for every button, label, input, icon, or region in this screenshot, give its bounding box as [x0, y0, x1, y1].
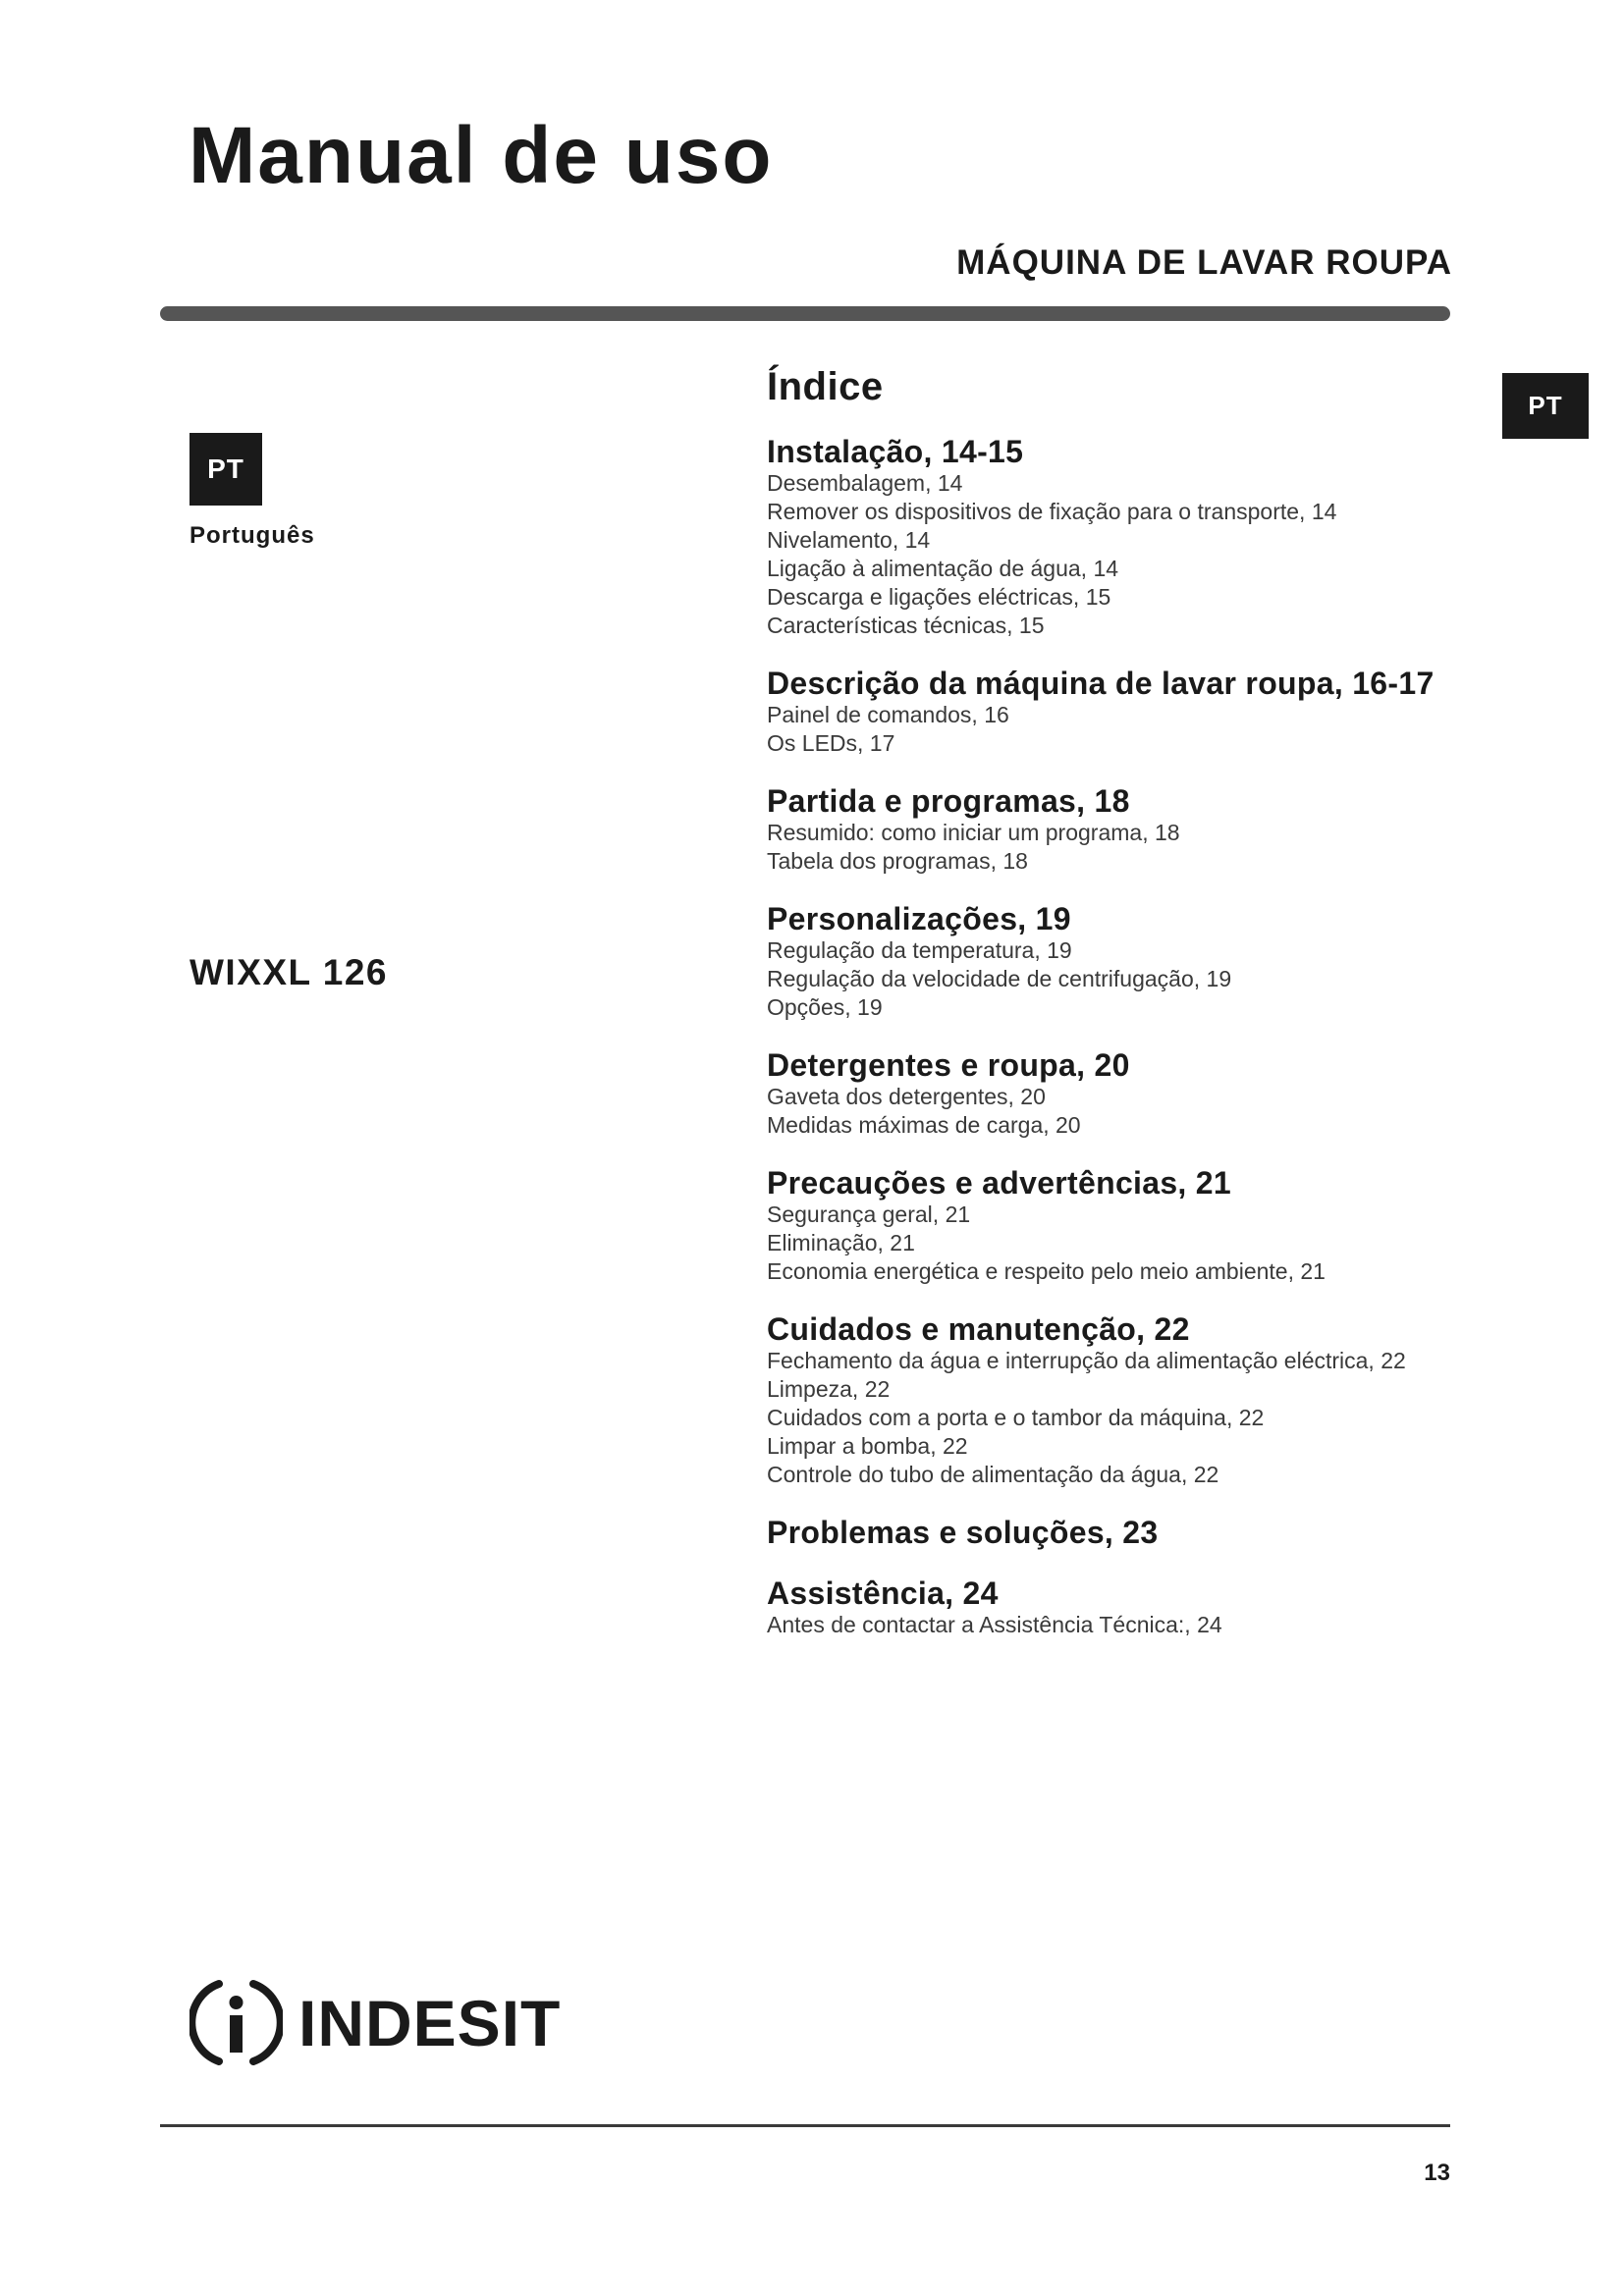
toc-section-heading: Cuidados e manutenção, 22 — [767, 1311, 1190, 1347]
toc-entry: Economia energética e respeito pelo meio ambiente, 21 — [767, 1258, 1326, 1284]
indesit-i-icon — [189, 1976, 283, 2069]
toc-sections — [767, 434, 1474, 1639]
toc-entry: Antes de contactar a Assistência Técnica:, 24 — [767, 1612, 1222, 1637]
brand-logo — [189, 1976, 561, 2069]
toc-entry: Ligação à alimentação de água, 14 — [767, 556, 1119, 581]
toc-title: Índice — [767, 365, 884, 408]
toc-entry: Características técnicas, 15 — [767, 613, 1045, 638]
toc-section — [767, 783, 1474, 876]
language-name: Português — [189, 522, 315, 549]
toc-section — [767, 1311, 1474, 1489]
toc-entry: Nivelamento, 14 — [767, 527, 931, 553]
toc-section-heading: Descrição da máquina de lavar roupa, 16-17 — [767, 666, 1435, 701]
toc-entry: Desembalagem, 14 — [767, 470, 963, 496]
toc-entry: Remover os dispositivos de fixação para o transporte, 14 — [767, 499, 1337, 524]
table-of-contents — [767, 365, 1474, 1665]
toc-section — [767, 1165, 1474, 1286]
toc-section-heading: Personalizações, 19 — [767, 901, 1071, 936]
toc-section-heading: Partida e programas, 18 — [767, 783, 1130, 819]
toc-entry: Descarga e ligações eléctricas, 15 — [767, 584, 1111, 610]
toc-section — [767, 1515, 1474, 1550]
toc-entry: Regulação da velocidade de centrifugação, 19 — [767, 966, 1232, 991]
toc-entry: Resumido: como iniciar um programa, 18 — [767, 820, 1180, 845]
toc-section-heading: Instalação, 14-15 — [767, 434, 1024, 469]
brand-name: INDESIT — [298, 1986, 562, 2059]
toc-entry: Tabela dos programas, 18 — [767, 848, 1028, 874]
toc-section — [767, 434, 1474, 640]
header-divider-bar — [160, 306, 1450, 321]
toc-entry: Opções, 19 — [767, 994, 883, 1020]
toc-section-heading: Precauções e advertências, 21 — [767, 1165, 1231, 1201]
toc-section — [767, 666, 1474, 758]
page-title: Manual de uso — [189, 111, 774, 200]
document-subtitle: MÁQUINA DE LAVAR ROUPA — [956, 243, 1452, 282]
toc-entry: Painel de comandos, 16 — [767, 702, 1009, 727]
toc-section-heading: Problemas e soluções, 23 — [767, 1515, 1159, 1550]
toc-entry: Limpeza, 22 — [767, 1376, 891, 1402]
footer-divider — [160, 2124, 1450, 2127]
toc-entry: Limpar a bomba, 22 — [767, 1433, 968, 1459]
toc-section-heading: Detergentes e roupa, 20 — [767, 1047, 1130, 1083]
toc-section — [767, 901, 1474, 1022]
model-name: WIXXL 126 — [189, 952, 389, 992]
toc-entry: Segurança geral, 21 — [767, 1201, 971, 1227]
toc-entry: Regulação da temperatura, 19 — [767, 937, 1072, 963]
toc-entry: Cuidados com a porta e o tambor da máquina, 22 — [767, 1405, 1265, 1430]
toc-entry: Medidas máximas de carga, 20 — [767, 1112, 1081, 1138]
toc-section — [767, 1575, 1474, 1639]
page-number: 13 — [1424, 2160, 1450, 2186]
toc-entry: Eliminação, 21 — [767, 1230, 915, 1255]
language-badge: PT — [189, 433, 262, 506]
toc-entry: Controle do tubo de alimentação da água, 22 — [767, 1462, 1219, 1487]
side-language-tab: PT — [1502, 373, 1589, 439]
toc-section-heading: Assistência, 24 — [767, 1575, 999, 1611]
toc-entry: Os LEDs, 17 — [767, 730, 895, 756]
toc-entry: Fechamento da água e interrupção da alimentação eléctrica, 22 — [767, 1348, 1406, 1373]
toc-entry: Gaveta dos detergentes, 20 — [767, 1084, 1046, 1109]
toc-section — [767, 1047, 1474, 1140]
